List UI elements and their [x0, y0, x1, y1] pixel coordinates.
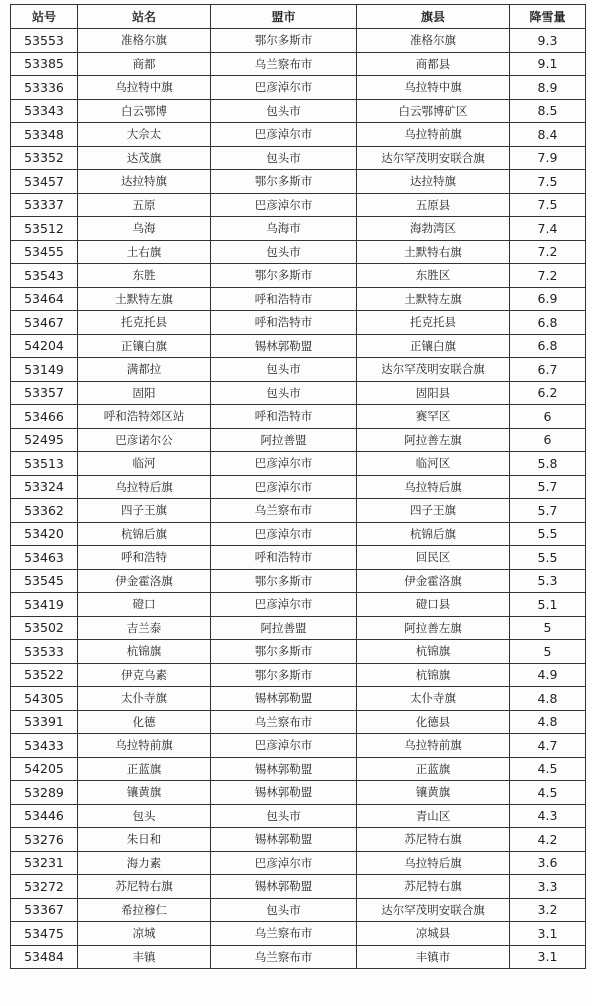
- cell-station-name: 希拉穆仁: [78, 898, 211, 922]
- header-station-id: 站号: [11, 5, 78, 29]
- cell-snowfall: 4.5: [510, 781, 586, 805]
- cell-snowfall: 6.9: [510, 287, 586, 311]
- cell-snowfall: 7.2: [510, 240, 586, 264]
- cell-league-city: 巴彦淖尔市: [211, 734, 357, 758]
- cell-county: 丰镇市: [357, 945, 510, 969]
- cell-station-name: 苏尼特右旗: [78, 875, 211, 899]
- cell-league-city: 巴彦淖尔市: [211, 522, 357, 546]
- cell-station-name: 临河: [78, 452, 211, 476]
- cell-station-name: 镶黄旗: [78, 781, 211, 805]
- cell-snowfall: 5.5: [510, 546, 586, 570]
- cell-county: 苏尼特右旗: [357, 875, 510, 899]
- table-row: [11, 452, 586, 476]
- cell-station-name: 杭锦后旗: [78, 522, 211, 546]
- table-row: [11, 546, 586, 570]
- cell-station-id: 52495: [11, 428, 78, 452]
- cell-league-city: 包头市: [211, 804, 357, 828]
- cell-station-id: 53553: [11, 29, 78, 53]
- cell-county: 乌拉特中旗: [357, 76, 510, 100]
- table-row: [11, 781, 586, 805]
- cell-station-name: 正蓝旗: [78, 757, 211, 781]
- cell-county: 准格尔旗: [357, 29, 510, 53]
- table-row: [11, 734, 586, 758]
- cell-league-city: 乌兰察布市: [211, 945, 357, 969]
- cell-snowfall: 6.8: [510, 334, 586, 358]
- cell-snowfall: 8.4: [510, 123, 586, 147]
- cell-league-city: 巴彦淖尔市: [211, 851, 357, 875]
- cell-county: 正镶白旗: [357, 334, 510, 358]
- table-row: [11, 898, 586, 922]
- cell-snowfall: 9.1: [510, 52, 586, 76]
- cell-county: 杭锦后旗: [357, 522, 510, 546]
- table-row: [11, 217, 586, 241]
- cell-county: 乌拉特后旗: [357, 475, 510, 499]
- cell-station-id: 54205: [11, 757, 78, 781]
- cell-station-name: 包头: [78, 804, 211, 828]
- table-row: [11, 99, 586, 123]
- cell-league-city: 锡林郭勒盟: [211, 757, 357, 781]
- cell-snowfall: 5: [510, 616, 586, 640]
- cell-snowfall: 7.2: [510, 264, 586, 288]
- cell-county: 青山区: [357, 804, 510, 828]
- cell-station-name: 化德: [78, 710, 211, 734]
- cell-county: 伊金霍洛旗: [357, 569, 510, 593]
- cell-snowfall: 4.5: [510, 757, 586, 781]
- cell-station-name: 乌拉特中旗: [78, 76, 211, 100]
- cell-station-id: 53420: [11, 522, 78, 546]
- cell-league-city: 巴彦淖尔市: [211, 593, 357, 617]
- table-row: [11, 851, 586, 875]
- table-row: [11, 123, 586, 147]
- cell-league-city: 鄂尔多斯市: [211, 264, 357, 288]
- cell-county: 阿拉善左旗: [357, 428, 510, 452]
- cell-league-city: 鄂尔多斯市: [211, 663, 357, 687]
- cell-snowfall: 4.7: [510, 734, 586, 758]
- cell-league-city: 锡林郭勒盟: [211, 687, 357, 711]
- cell-county: 凉城县: [357, 922, 510, 946]
- cell-station-id: 53362: [11, 499, 78, 523]
- cell-station-id: 53348: [11, 123, 78, 147]
- cell-station-id: 53231: [11, 851, 78, 875]
- table-row: [11, 334, 586, 358]
- cell-county: 杭锦旗: [357, 640, 510, 664]
- table-row: [11, 146, 586, 170]
- cell-snowfall: 6.8: [510, 311, 586, 335]
- cell-league-city: 锡林郭勒盟: [211, 781, 357, 805]
- cell-snowfall: 5.7: [510, 475, 586, 499]
- table-row: [11, 875, 586, 899]
- table-row: [11, 193, 586, 217]
- table-row: [11, 428, 586, 452]
- cell-snowfall: 8.9: [510, 76, 586, 100]
- cell-station-id: 54204: [11, 334, 78, 358]
- cell-station-id: 53467: [11, 311, 78, 335]
- cell-station-name: 海力素: [78, 851, 211, 875]
- table-row: [11, 240, 586, 264]
- table-row: [11, 616, 586, 640]
- cell-station-id: 53324: [11, 475, 78, 499]
- cell-league-city: 包头市: [211, 898, 357, 922]
- cell-league-city: 阿拉善盟: [211, 428, 357, 452]
- cell-station-name: 伊金霍洛旗: [78, 569, 211, 593]
- cell-station-id: 53533: [11, 640, 78, 664]
- cell-league-city: 呼和浩特市: [211, 405, 357, 429]
- cell-county: 乌拉特前旗: [357, 123, 510, 147]
- table-row: [11, 170, 586, 194]
- cell-station-name: 准格尔旗: [78, 29, 211, 53]
- cell-station-id: 53419: [11, 593, 78, 617]
- cell-league-city: 巴彦淖尔市: [211, 452, 357, 476]
- cell-station-name: 太仆寺旗: [78, 687, 211, 711]
- cell-league-city: 包头市: [211, 146, 357, 170]
- cell-county: 商都县: [357, 52, 510, 76]
- cell-snowfall: 5.8: [510, 452, 586, 476]
- cell-county: 太仆寺旗: [357, 687, 510, 711]
- cell-station-name: 巴彦诺尔公: [78, 428, 211, 452]
- cell-station-id: 53343: [11, 99, 78, 123]
- cell-station-id: 53357: [11, 381, 78, 405]
- cell-station-id: 53149: [11, 358, 78, 382]
- cell-station-id: 53545: [11, 569, 78, 593]
- header-league-city: 盟市: [211, 5, 357, 29]
- cell-league-city: 呼和浩特市: [211, 546, 357, 570]
- cell-snowfall: 5.7: [510, 499, 586, 523]
- table-row: [11, 52, 586, 76]
- cell-station-name: 吉兰泰: [78, 616, 211, 640]
- cell-league-city: 巴彦淖尔市: [211, 475, 357, 499]
- table-row: [11, 710, 586, 734]
- cell-station-id: 53463: [11, 546, 78, 570]
- cell-station-id: 53352: [11, 146, 78, 170]
- cell-county: 镶黄旗: [357, 781, 510, 805]
- cell-league-city: 巴彦淖尔市: [211, 76, 357, 100]
- table-row: [11, 287, 586, 311]
- cell-league-city: 乌海市: [211, 217, 357, 241]
- cell-snowfall: 4.8: [510, 687, 586, 711]
- cell-snowfall: 6.7: [510, 358, 586, 382]
- cell-snowfall: 3.1: [510, 945, 586, 969]
- cell-station-id: 53289: [11, 781, 78, 805]
- cell-snowfall: 4.8: [510, 710, 586, 734]
- cell-snowfall: 3.6: [510, 851, 586, 875]
- snowfall-table: [10, 4, 586, 969]
- table-row: [11, 922, 586, 946]
- cell-station-id: 53484: [11, 945, 78, 969]
- cell-snowfall: 4.9: [510, 663, 586, 687]
- cell-station-id: 53512: [11, 217, 78, 241]
- table-row: [11, 311, 586, 335]
- table-row: [11, 945, 586, 969]
- cell-snowfall: 6.2: [510, 381, 586, 405]
- cell-snowfall: 7.5: [510, 193, 586, 217]
- cell-station-name: 乌海: [78, 217, 211, 241]
- cell-station-name: 托克托县: [78, 311, 211, 335]
- cell-snowfall: 7.5: [510, 170, 586, 194]
- cell-league-city: 包头市: [211, 240, 357, 264]
- cell-station-id: 53543: [11, 264, 78, 288]
- cell-station-id: 53522: [11, 663, 78, 687]
- cell-snowfall: 3.2: [510, 898, 586, 922]
- cell-station-id: 53367: [11, 898, 78, 922]
- cell-snowfall: 7.9: [510, 146, 586, 170]
- cell-snowfall: 9.3: [510, 29, 586, 53]
- cell-league-city: 锡林郭勒盟: [211, 334, 357, 358]
- cell-station-id: 53433: [11, 734, 78, 758]
- cell-station-name: 杭锦旗: [78, 640, 211, 664]
- cell-league-city: 鄂尔多斯市: [211, 640, 357, 664]
- table-row: [11, 828, 586, 852]
- cell-station-name: 凉城: [78, 922, 211, 946]
- cell-snowfall: 6: [510, 405, 586, 429]
- table-row: [11, 29, 586, 53]
- table-row: [11, 569, 586, 593]
- cell-county: 乌拉特后旗: [357, 851, 510, 875]
- cell-snowfall: 4.3: [510, 804, 586, 828]
- cell-station-name: 乌拉特后旗: [78, 475, 211, 499]
- cell-station-name: 土右旗: [78, 240, 211, 264]
- cell-station-id: 53337: [11, 193, 78, 217]
- table-row: [11, 381, 586, 405]
- cell-league-city: 阿拉善盟: [211, 616, 357, 640]
- cell-station-id: 53446: [11, 804, 78, 828]
- table-row: [11, 76, 586, 100]
- table-row: [11, 663, 586, 687]
- cell-snowfall: 4.2: [510, 828, 586, 852]
- cell-snowfall: 5.3: [510, 569, 586, 593]
- cell-station-name: 乌拉特前旗: [78, 734, 211, 758]
- cell-station-name: 商都: [78, 52, 211, 76]
- cell-county: 杭锦旗: [357, 663, 510, 687]
- cell-station-id: 53336: [11, 76, 78, 100]
- table-row: [11, 640, 586, 664]
- cell-league-city: 乌兰察布市: [211, 52, 357, 76]
- cell-station-name: 伊克乌素: [78, 663, 211, 687]
- cell-league-city: 巴彦淖尔市: [211, 123, 357, 147]
- table-row: [11, 264, 586, 288]
- cell-county: 土默特右旗: [357, 240, 510, 264]
- cell-station-id: 53385: [11, 52, 78, 76]
- cell-county: 苏尼特右旗: [357, 828, 510, 852]
- cell-station-name: 固阳: [78, 381, 211, 405]
- cell-county: 达尔罕茂明安联合旗: [357, 898, 510, 922]
- cell-league-city: 鄂尔多斯市: [211, 569, 357, 593]
- cell-league-city: 包头市: [211, 381, 357, 405]
- cell-county: 四子王旗: [357, 499, 510, 523]
- table-row: [11, 475, 586, 499]
- cell-snowfall: 3.1: [510, 922, 586, 946]
- cell-snowfall: 3.3: [510, 875, 586, 899]
- table-row: [11, 687, 586, 711]
- cell-station-name: 满都拉: [78, 358, 211, 382]
- cell-snowfall: 6: [510, 428, 586, 452]
- table-body: [11, 29, 586, 969]
- cell-county: 化德县: [357, 710, 510, 734]
- cell-station-name: 达茂旗: [78, 146, 211, 170]
- header-county: 旗县: [357, 5, 510, 29]
- cell-station-name: 东胜: [78, 264, 211, 288]
- cell-county: 土默特左旗: [357, 287, 510, 311]
- cell-league-city: 呼和浩特市: [211, 311, 357, 335]
- table-row: [11, 499, 586, 523]
- cell-station-name: 达拉特旗: [78, 170, 211, 194]
- header-snowfall: 降雪量: [510, 5, 586, 29]
- cell-station-name: 五原: [78, 193, 211, 217]
- header-station-name: 站名: [78, 5, 211, 29]
- cell-station-id: 53455: [11, 240, 78, 264]
- table-row: [11, 593, 586, 617]
- cell-county: 赛罕区: [357, 405, 510, 429]
- table-row: [11, 405, 586, 429]
- cell-station-id: 53502: [11, 616, 78, 640]
- cell-station-name: 土默特左旗: [78, 287, 211, 311]
- cell-county: 临河区: [357, 452, 510, 476]
- cell-station-id: 53457: [11, 170, 78, 194]
- cell-station-id: 54305: [11, 687, 78, 711]
- cell-county: 海勃湾区: [357, 217, 510, 241]
- cell-station-name: 磴口: [78, 593, 211, 617]
- cell-station-id: 53464: [11, 287, 78, 311]
- cell-snowfall: 5: [510, 640, 586, 664]
- cell-snowfall: 5.5: [510, 522, 586, 546]
- cell-county: 回民区: [357, 546, 510, 570]
- cell-station-name: 四子王旗: [78, 499, 211, 523]
- cell-county: 达尔罕茂明安联合旗: [357, 146, 510, 170]
- cell-league-city: 包头市: [211, 99, 357, 123]
- cell-county: 乌拉特前旗: [357, 734, 510, 758]
- cell-station-name: 正镶白旗: [78, 334, 211, 358]
- cell-league-city: 锡林郭勒盟: [211, 828, 357, 852]
- table-row: [11, 757, 586, 781]
- cell-league-city: 包头市: [211, 358, 357, 382]
- cell-station-id: 53276: [11, 828, 78, 852]
- cell-league-city: 乌兰察布市: [211, 710, 357, 734]
- cell-county: 白云鄂博矿区: [357, 99, 510, 123]
- cell-county: 托克托县: [357, 311, 510, 335]
- table-row: [11, 804, 586, 828]
- cell-county: 五原县: [357, 193, 510, 217]
- cell-station-name: 丰镇: [78, 945, 211, 969]
- cell-league-city: 呼和浩特市: [211, 287, 357, 311]
- cell-snowfall: 5.1: [510, 593, 586, 617]
- cell-station-name: 呼和浩特郊区站: [78, 405, 211, 429]
- cell-league-city: 乌兰察布市: [211, 499, 357, 523]
- cell-station-name: 朱日和: [78, 828, 211, 852]
- cell-county: 磴口县: [357, 593, 510, 617]
- cell-station-id: 53272: [11, 875, 78, 899]
- cell-league-city: 乌兰察布市: [211, 922, 357, 946]
- cell-league-city: 鄂尔多斯市: [211, 29, 357, 53]
- cell-station-name: 白云鄂博: [78, 99, 211, 123]
- cell-county: 阿拉善左旗: [357, 616, 510, 640]
- cell-league-city: 巴彦淖尔市: [211, 193, 357, 217]
- table-row: [11, 522, 586, 546]
- cell-station-id: 53391: [11, 710, 78, 734]
- cell-station-name: 大佘太: [78, 123, 211, 147]
- cell-station-id: 53513: [11, 452, 78, 476]
- cell-station-id: 53466: [11, 405, 78, 429]
- cell-county: 正蓝旗: [357, 757, 510, 781]
- header-row: [11, 5, 586, 29]
- cell-station-name: 呼和浩特: [78, 546, 211, 570]
- cell-snowfall: 8.5: [510, 99, 586, 123]
- cell-league-city: 锡林郭勒盟: [211, 875, 357, 899]
- table-row: [11, 358, 586, 382]
- cell-county: 固阳县: [357, 381, 510, 405]
- cell-station-id: 53475: [11, 922, 78, 946]
- cell-county: 东胜区: [357, 264, 510, 288]
- cell-county: 达拉特旗: [357, 170, 510, 194]
- cell-league-city: 鄂尔多斯市: [211, 170, 357, 194]
- cell-snowfall: 7.4: [510, 217, 586, 241]
- cell-county: 达尔罕茂明安联合旗: [357, 358, 510, 382]
